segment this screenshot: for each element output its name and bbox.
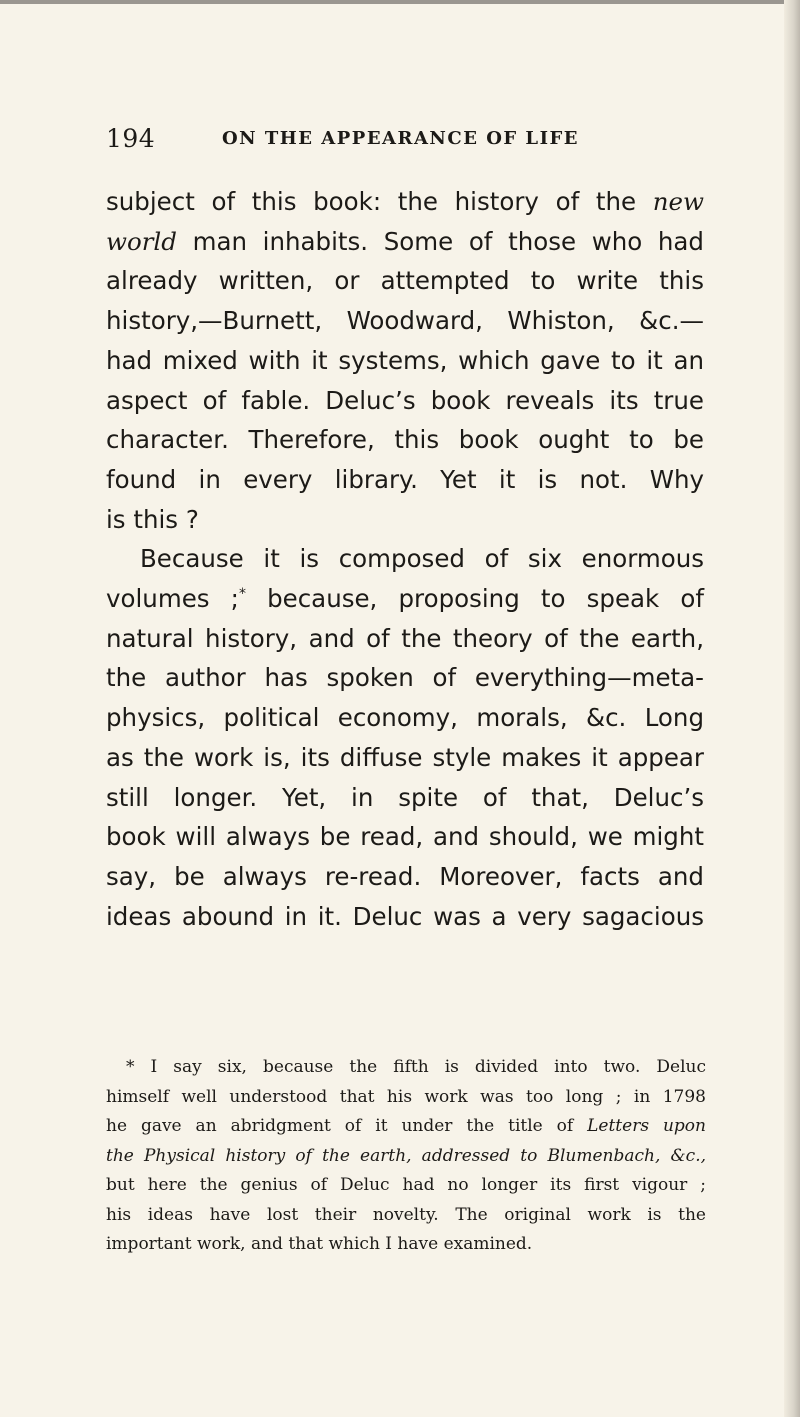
body-line-1: subject of this book: the history of the new [106,187,704,216]
body-line-6: aspect of fable. Deluc’s book reveals its true [106,385,704,415]
body-line-4: history,—Burnett, Woodward, Whiston, &c.— [106,306,704,336]
running-title: ON THE APPEARANCE OF LIFE [222,128,579,149]
body-line-5: had mixed with it systems, which gave to it an [106,345,704,375]
body-text [106,182,704,936]
footnote [106,1053,706,1260]
body-line-9: is this ? [106,504,199,534]
body-line-18: say, be always re-read. Moreover, facts and [106,861,704,891]
footnote-line-5: but here the genius of Deluc had no longer its first vigour ; [106,1175,706,1195]
body-line-19: ideas abound in it. Deluc was a very sagacious [106,901,704,931]
footnote-line-4: the Physical history of the earth, addressed to Blumenbach, &c., [106,1145,706,1166]
body-line-2: world man inhabits. Some of those who had [106,226,704,256]
footnote-line-6: his ideas have lost their novelty. The original work is the [106,1204,706,1225]
footnote-line-7: important work, and that which I have examined. [106,1234,533,1254]
footnote-marker: * [238,586,246,603]
body-line-8: found in every library. Yet it is not. Why [106,464,704,494]
top-rule [0,0,800,4]
running-head [106,124,786,158]
page-number: 194 [106,124,156,153]
body-line-7: character. Therefore, this book ought to be [106,425,704,455]
body-line-15: as the work is, its diffuse style makes it appear [106,742,704,772]
body-line-14: physics, political economy, morals, &c. Long [106,703,704,733]
footnote-line-3: he gave an abridgment of it under the title of Letters upon [106,1116,706,1136]
footnote-line-2: himself well understood that his work was too long ; in 1798 [106,1086,706,1107]
body-line-12: natural history, and of the theory of the earth, [106,623,704,653]
body-line-11: volumes ;* because, proposing to speak of [106,584,704,614]
body-line-13: the author has spoken of everything—meta- [106,663,704,693]
body-line-3: already written, or attempted to write this [106,266,704,296]
page-edge-shadow [784,0,800,1417]
footnote-line-1: * I say six, because the fifth is divided into two. Deluc [126,1057,706,1077]
body-line-17: book will always be read, and should, we might [106,822,704,852]
body-line-16: still longer. Yet, in spite of that, Deluc’s [106,782,704,812]
body-line-10: Because it is composed of six enormous [140,544,704,574]
